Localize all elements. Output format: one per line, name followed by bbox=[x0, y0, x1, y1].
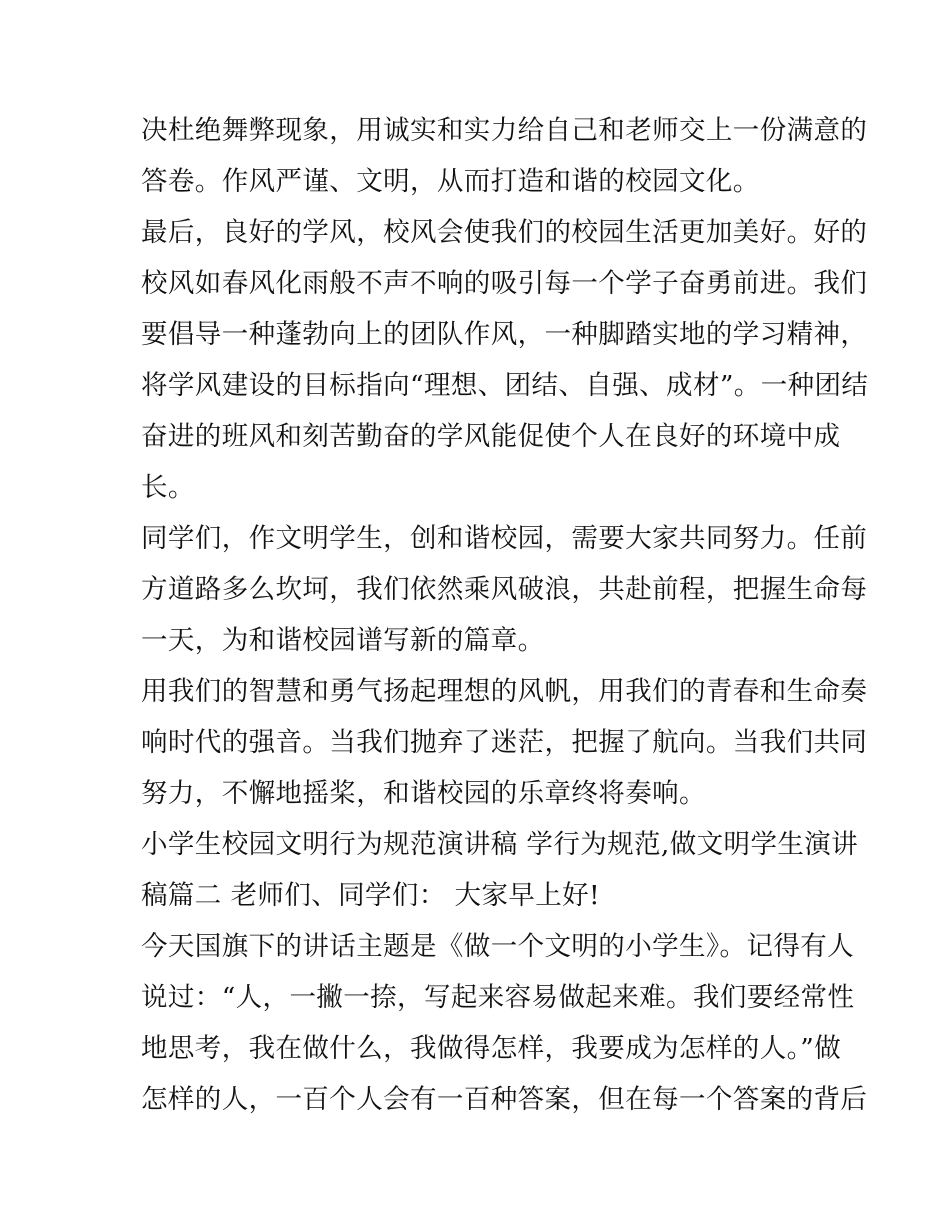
text-line-3: 最后，良好的学风，校风会使我们的校园生活更加美好。好的 bbox=[141, 217, 868, 248]
text-line-16: 稿篇二 老师们、同学们： 大家早上好! bbox=[141, 880, 601, 911]
text-line-12: 用我们的智慧和勇气扬起理想的风帆，用我们的青春和生命奏 bbox=[141, 676, 868, 707]
body-text bbox=[141, 105, 869, 1125]
text-line-9: 同学们，作文明学生，创和谐校园，需要大家共同努力。任前 bbox=[141, 523, 868, 554]
text-line-10: 方道路多么坎坷，我们依然乘风破浪，共赴前程，把握生命每 bbox=[141, 574, 868, 605]
text-line-7: 奋进的班风和刻苦勤奋的学风能促使个人在良好的环境中成 bbox=[141, 421, 841, 452]
text-line-11: 一天，为和谐校园谱写新的篇章。 bbox=[141, 625, 545, 656]
text-line-14: 努力，不懈地摇桨，和谐校园的乐章终将奏响。 bbox=[141, 778, 706, 809]
text-line-2: 答卷。作风严谨、文明，从而打造和谐的校园文化。 bbox=[141, 166, 760, 197]
text-line-8: 长。 bbox=[141, 472, 195, 503]
text-line-18: 说过：“人，一撇一捺，写起来容易做起来难。我们要经常性 bbox=[141, 982, 855, 1013]
text-line-13: 响时代的强音。当我们抛弃了迷茫，把握了航向。当我们共同 bbox=[141, 727, 868, 758]
text-line-6: 将学风建设的目标指向“理想、团结、自强、成材”。一种团结 bbox=[141, 370, 869, 401]
text-line-19: 地思考，我在做什么，我做得怎样，我要成为怎样的人。”做 bbox=[141, 1033, 842, 1064]
text-line-4: 校风如春风化雨般不声不响的吸引每一个学子奋勇前进。我们 bbox=[141, 268, 868, 299]
text-line-15: 小学生校园文明行为规范演讲稿 学行为规范,做文明学生演讲 bbox=[141, 829, 859, 860]
text-line-20: 怎样的人，一百个人会有一百种答案，但在每一个答案的背后 bbox=[141, 1084, 868, 1115]
text-line-5: 要倡导一种蓬勃向上的团队作风，一种脚踏实地的学习精神， bbox=[141, 319, 868, 350]
text-line-17: 今天国旗下的讲话主题是《做一个文明的小学生》。记得有人 bbox=[141, 931, 855, 962]
text-line-1: 决杜绝舞弊现象，用诚实和实力给自己和老师交上一份满意的 bbox=[141, 115, 868, 146]
